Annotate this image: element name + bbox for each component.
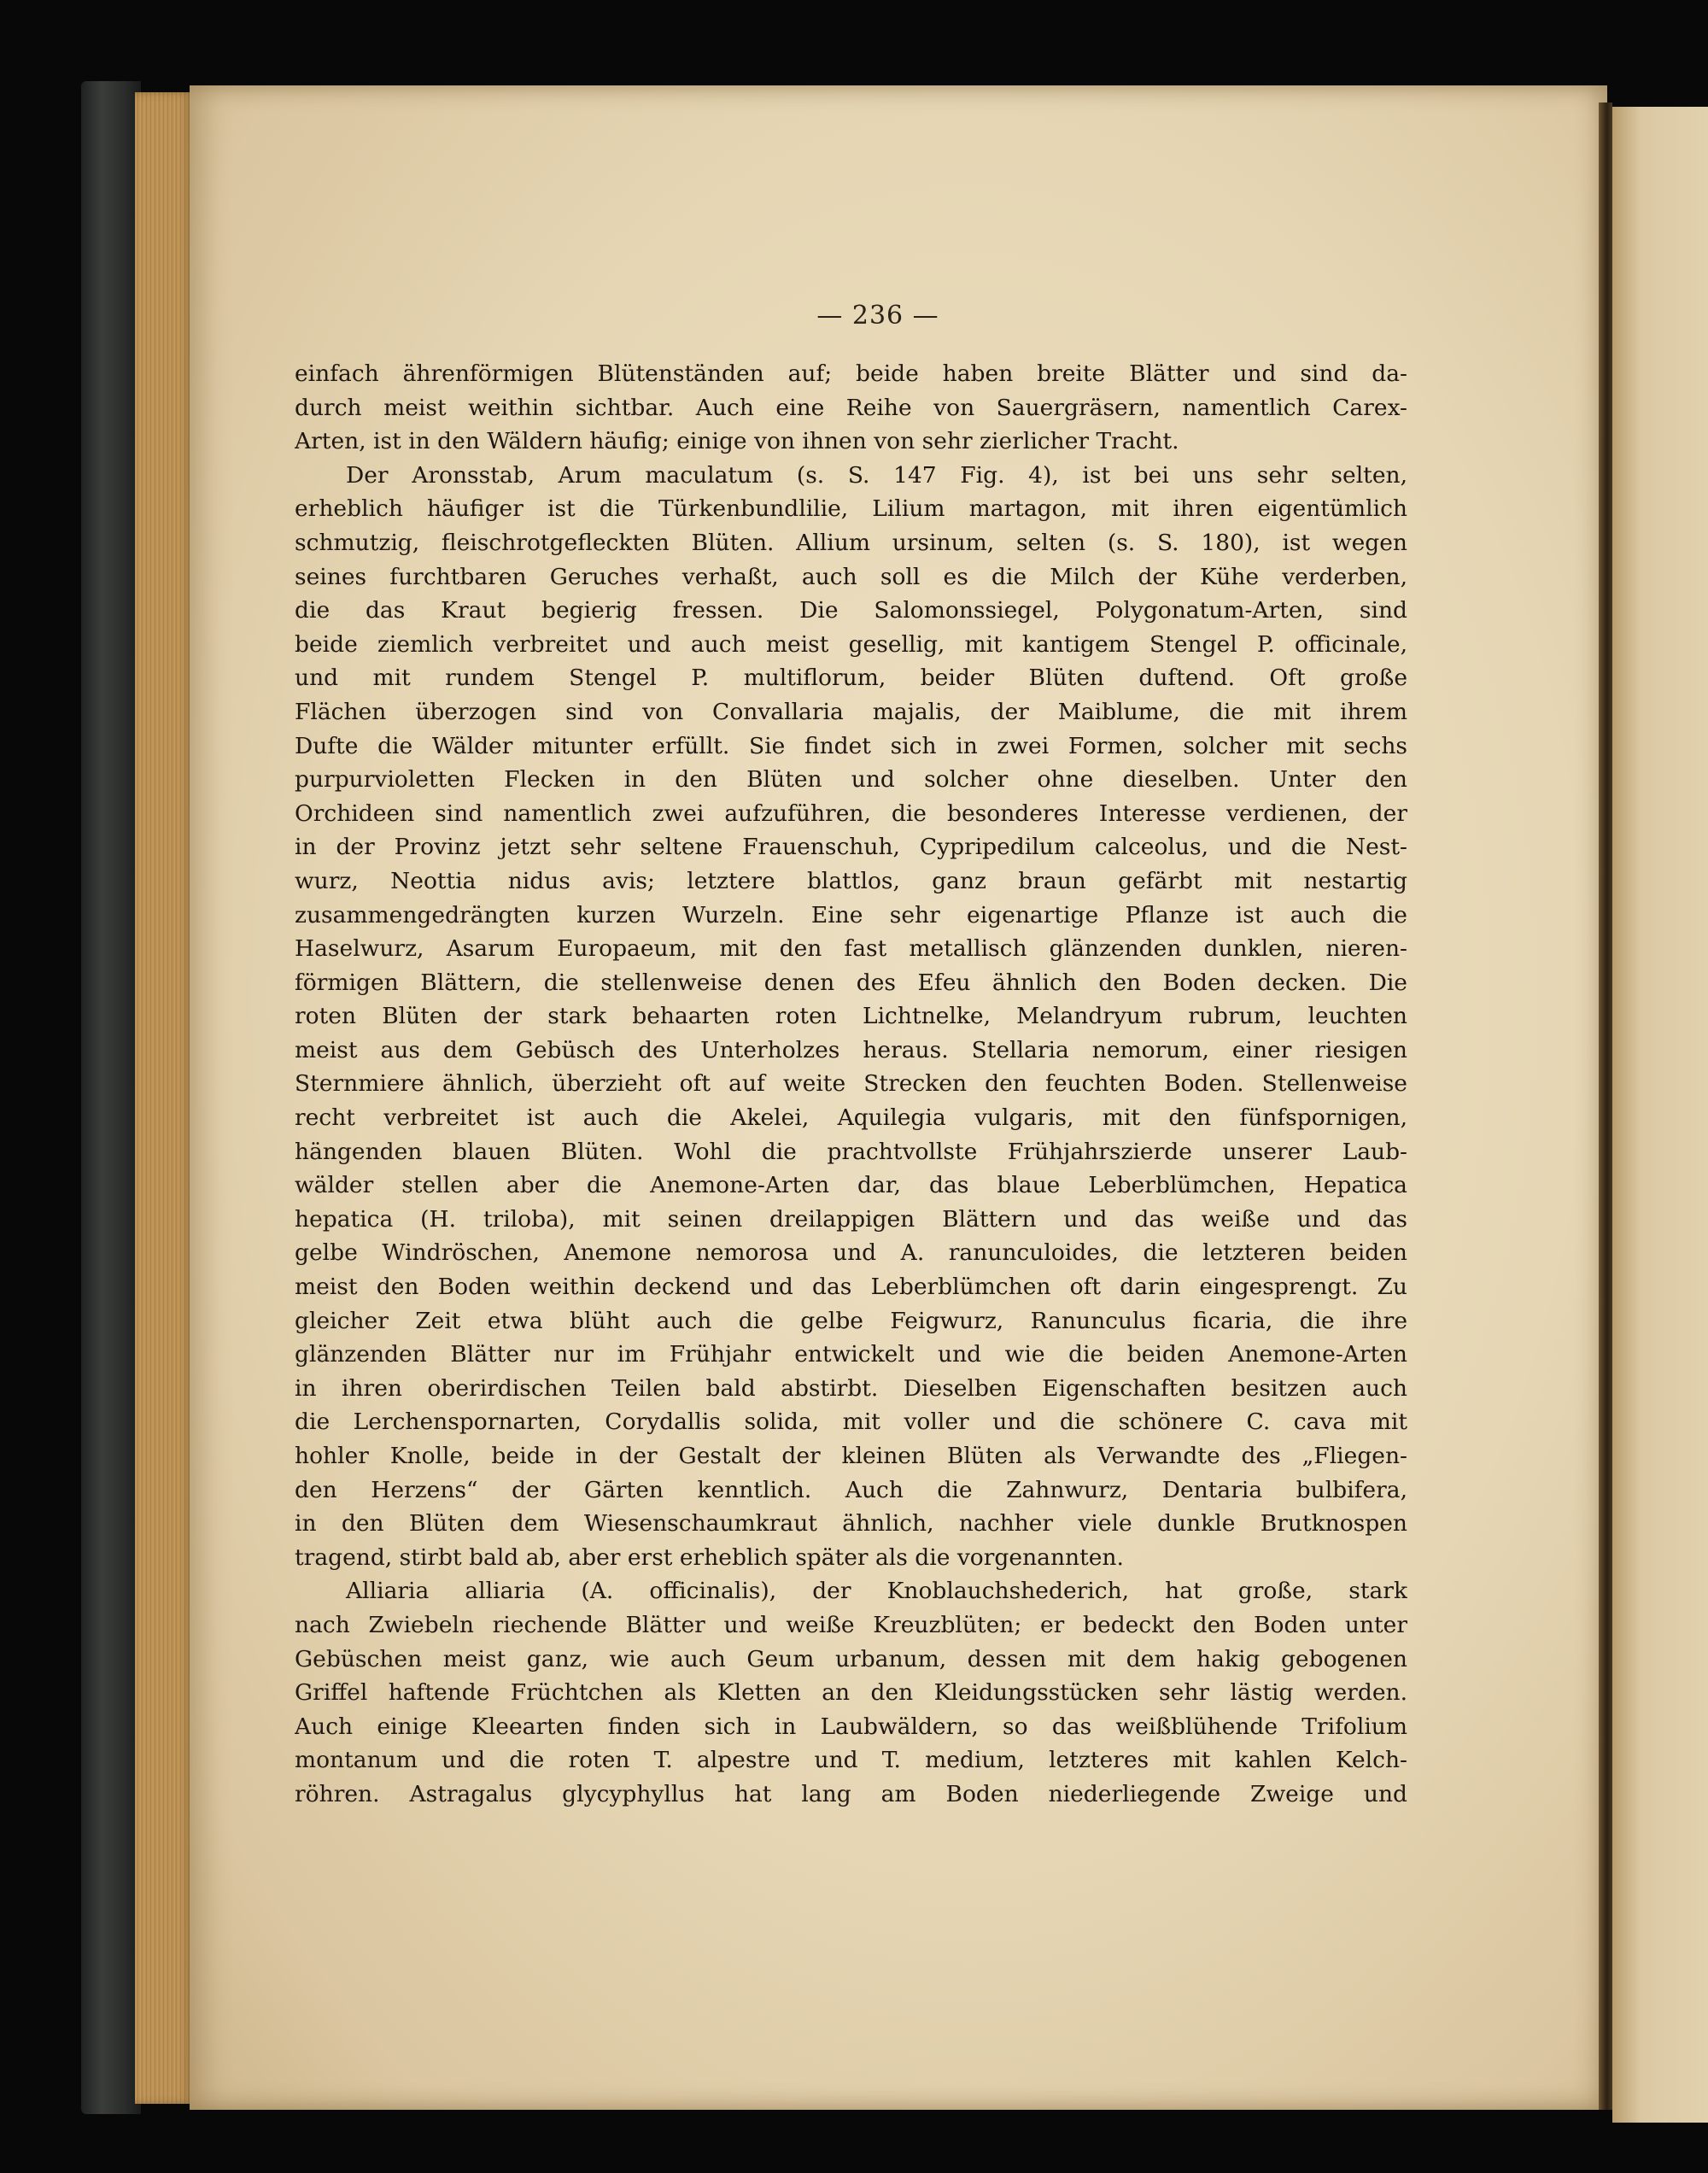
text-line: die das Kraut begierig fressen. Die Salomonssiegel, Polygonatum-Arten, sind bbox=[295, 597, 1407, 624]
text-line: Flächen überzogen sind von Convallaria majalis, der Maiblume, die mit ihrem bbox=[295, 698, 1407, 725]
text-line: Alliaria alliaria (A. officinalis), der Knoblauchshederich, hat große, stark bbox=[346, 1578, 1407, 1605]
text-line: röhren. Astragalus glycyphyllus hat lang am Boden niederliegende Zweige und bbox=[295, 1780, 1407, 1807]
text-line: beide ziemlich verbreitet und auch meist gesellig, mit kantigem Stengel P. officinale, bbox=[295, 630, 1407, 658]
text-line: Gebüschen meist ganz, wie auch Geum urbanum, dessen mit dem hakig gebogenen bbox=[295, 1645, 1407, 1672]
text-line: seines furchtbaren Geruches verhaßt, auch soll es die Milch der Kühe verderben, bbox=[295, 563, 1407, 590]
text-line: wälder stellen aber die Anemone-Arten dar, das blaue Leberblümchen, Hepatica bbox=[295, 1172, 1407, 1199]
text-line: Sternmiere ähnlich, überzieht oft auf weite Strecken den feuchten Boden. Stellenweise bbox=[295, 1070, 1407, 1098]
body-text bbox=[295, 357, 1407, 1812]
text-line: Arten, ist in den Wäldern häufig; einige von ihnen von sehr zierlicher Tracht. bbox=[295, 428, 1179, 455]
text-line: in der Provinz jetzt sehr seltene Frauenschuh, Cypripedilum calceolus, und die Nest- bbox=[295, 834, 1407, 861]
text-line: montanum und die roten T. alpestre und T. medium, letzteres mit kahlen Kelch- bbox=[295, 1747, 1407, 1774]
text-line: die Lerchenspornarten, Corydallis solida, mit voller und die schönere C. cava mit bbox=[295, 1409, 1407, 1436]
text-line: Orchideen sind namentlich zwei aufzuführen, die besonderes Interesse verdienen, der bbox=[295, 800, 1407, 827]
text-line: gleicher Zeit etwa blüht auch die gelbe Feigwurz, Ranunculus ficaria, die ihre bbox=[295, 1307, 1407, 1334]
text-line: in ihren oberirdischen Teilen bald abstirbt. Dieselben Eigenschaften besitzen auch bbox=[295, 1374, 1407, 1402]
text-line: durch meist weithin sichtbar. Auch eine Reihe von Sauergräsern, namentlich Carex- bbox=[295, 394, 1407, 421]
text-line: wurz, Neottia nidus avis; letztere blattlos, ganz braun gefärbt mit nestartig bbox=[295, 867, 1407, 894]
text-line: hepatica (H. triloba), mit seinen dreilappigen Blättern und das weiße und das bbox=[295, 1205, 1407, 1233]
text-line: gelbe Windröschen, Anemone nemorosa und A. ranunculoides, die letzteren beiden bbox=[295, 1239, 1407, 1267]
text-line: erheblich häufiger ist die Türkenbundlilie, Lilium martagon, mit ihren eigentümlich bbox=[295, 495, 1407, 523]
page-number: — 236 — bbox=[816, 301, 939, 331]
text-line: meist den Boden weithin deckend und das Leberblümchen oft darin eingesprengt. Zu bbox=[295, 1274, 1407, 1301]
text-line: Auch einige Kleearten finden sich in Laubwäldern, so das weißblühende Trifolium bbox=[295, 1713, 1407, 1740]
text-line: und mit rundem Stengel P. multiflorum, beider Blüten duftend. Oft große bbox=[295, 665, 1407, 692]
text-line: roten Blüten der stark behaarten roten Lichtnelke, Melandryum rubrum, leuchten bbox=[295, 1003, 1407, 1030]
text-line: einfach ährenförmigen Blütenständen auf; beide haben breite Blätter und sind da- bbox=[295, 360, 1407, 387]
text-line: hängenden blauen Blüten. Wohl die prachtvollste Frühjahrszierde unserer Laub- bbox=[295, 1138, 1407, 1165]
text-line: zusammengedrängten kurzen Wurzeln. Eine sehr eigenartige Pflanze ist auch die bbox=[295, 901, 1407, 928]
text-line: Dufte die Wälder mitunter erfüllt. Sie findet sich in zwei Formen, solcher mit sechs bbox=[295, 732, 1407, 759]
text-line: purpurvioletten Flecken in den Blüten und solcher ohne dieselben. Unter den bbox=[295, 766, 1407, 794]
text-line: förmigen Blättern, die stellenweise denen des Efeu ähnlich den Boden decken. Die bbox=[295, 969, 1407, 996]
text-line: schmutzig, fleischrotgefleckten Blüten. Allium ursinum, selten (s. S. 180), ist wegen bbox=[295, 529, 1407, 556]
book-gutter bbox=[1599, 102, 1612, 2110]
text-line: in den Blüten dem Wiesenschaumkraut ähnlich, nachher viele dunkle Brutknospen bbox=[295, 1510, 1407, 1538]
text-line: recht verbreitet ist auch die Akelei, Aquilegia vulgaris, mit den fünfspornigen, bbox=[295, 1104, 1407, 1132]
text-line: Der Aronsstab, Arum maculatum (s. S. 147 Fig. 4), ist bei uns sehr selten, bbox=[346, 461, 1407, 489]
text-line: hohler Knolle, beide in der Gestalt der kleinen Blüten als Verwandte des „Fliegen- bbox=[295, 1443, 1407, 1469]
page-edges bbox=[135, 92, 193, 2104]
next-page-edge bbox=[1612, 107, 1708, 2123]
text-line: Griffel haftende Früchtchen als Kletten an den Kleidungsstücken sehr lästig werden. bbox=[295, 1679, 1407, 1707]
text-line: glänzenden Blätter nur im Frühjahr entwickelt und wie die beiden Anemone-Arten bbox=[295, 1341, 1407, 1368]
text-line: meist aus dem Gebüsch des Unterholzes heraus. Stellaria nemorum, einer riesigen bbox=[295, 1036, 1407, 1063]
text-line: tragend, stirbt bald ab, aber erst erheblich später als die vorgenannten. bbox=[295, 1543, 1124, 1571]
text-line: nach Zwiebeln riechende Blätter und weiße Kreuzblüten; er bedeckt den Boden unter bbox=[295, 1611, 1407, 1638]
text-line: Haselwurz, Asarum Europaeum, mit den fast metallisch glänzenden dunklen, nieren- bbox=[295, 935, 1407, 963]
text-line: den Herzens“ der Gärten kenntlich. Auch die Zahnwurz, Dentaria bulbifera, bbox=[295, 1476, 1407, 1503]
book-binding bbox=[81, 81, 141, 2114]
